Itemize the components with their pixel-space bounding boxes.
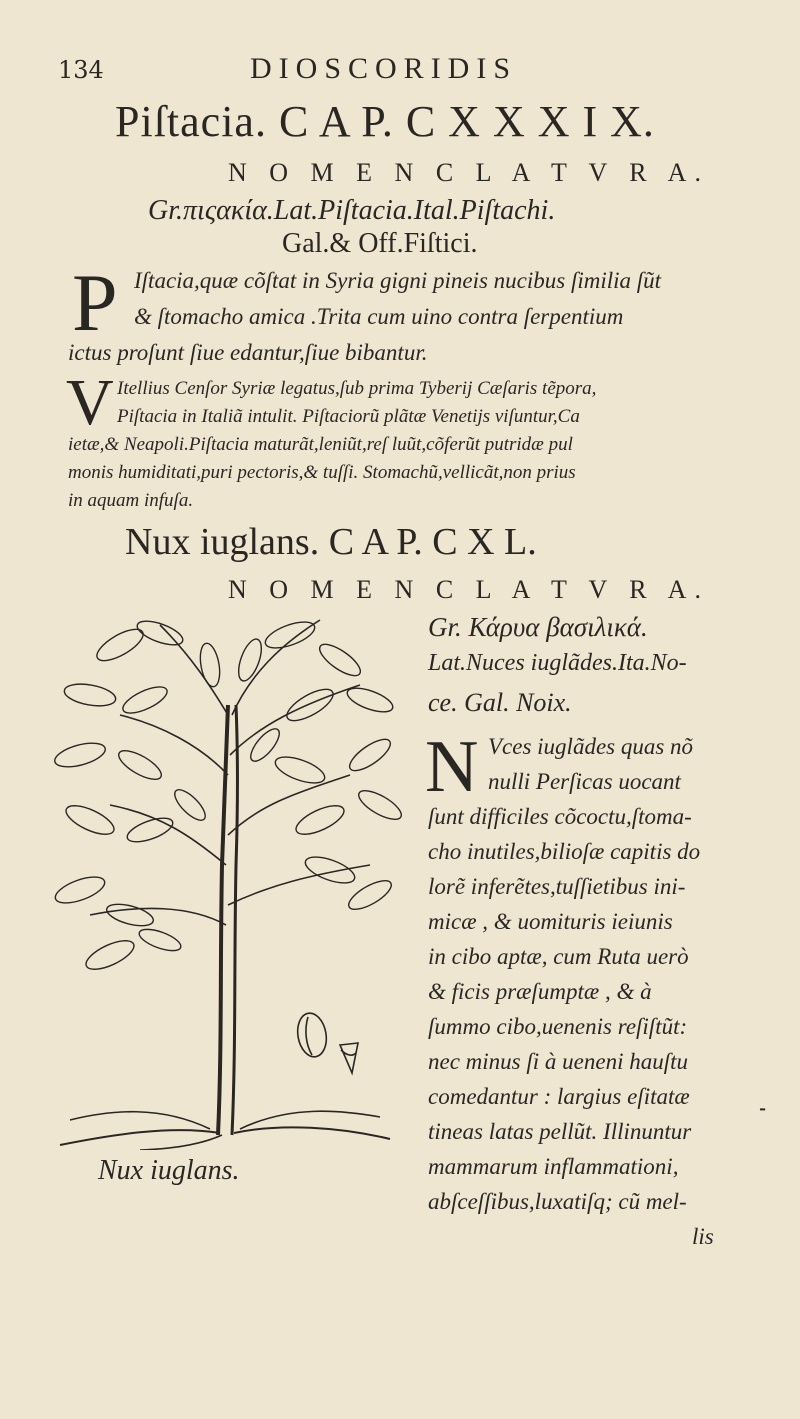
text-line: lorẽ inferẽtes,tuſſietibus ini- — [428, 874, 686, 899]
synonyms-line: Gr. Κάρυα βασιλικά. — [428, 612, 648, 642]
text-line: & ſtomacho amica .Trita cum uino contra ſerpentium — [134, 304, 624, 329]
text-line: in cibo aptæ, cum Ruta uerò — [428, 944, 689, 969]
text-line: cho inutiles,bilioſæ capitis do — [428, 839, 701, 864]
drop-cap: N — [425, 726, 479, 808]
text-line: ietæ,& Neapoli.Piſtacia maturãt,leniũt,reſ luũt,cõferũt putridæ pul — [68, 434, 573, 455]
text-line: Iſtacia,quæ cõſtat in Syria gigni pineis nucibus ſimilia ſũt — [134, 268, 662, 293]
text-line: nulli Perſicas uocant — [488, 769, 681, 794]
text-line: ictus proſunt ſiue edantur,ſiue bibantur. — [68, 340, 428, 365]
figure-caption: Nux iuglans. — [98, 1155, 240, 1186]
text-line: lis — [692, 1224, 714, 1249]
page-number: 134 — [58, 56, 104, 84]
synonyms-line: ce. Gal. Noix. — [428, 688, 572, 717]
drop-cap: V — [66, 366, 114, 439]
text-line: monis humiditati,puri pectoris,& tuſſi. Stomachũ,vellicãt,non prius — [68, 462, 576, 483]
text-line: in aquam infuſa. — [68, 490, 194, 511]
text-line: ſummo cibo,uenenis reſiſtũt: — [428, 1014, 688, 1039]
text-line: mammarum inflammationi, — [428, 1154, 679, 1179]
text-line: Vces iuglãdes quas nõ — [488, 734, 694, 759]
nomenclatura-heading: N O M E N C L A T V R A. — [228, 575, 709, 604]
text-line: Piſtacia in Italiã intulit. Piſtaciorũ plãtæ Venetijs viſuntur,Ca — [117, 406, 580, 427]
chapter-heading-pistacia: Piſtacia. C A P. C X X X I X. — [115, 97, 655, 146]
marginal-mark: ⁃ — [758, 1100, 767, 1121]
synonyms-line: Gr.πιςακία.Lat.Piſtacia.Ital.Piſtachi. — [148, 195, 556, 226]
running-head: DIOSCORIDIS — [250, 52, 518, 85]
walnut-tree-woodcut — [50, 605, 410, 1150]
nomenclatura-heading: N O M E N C L A T V R A. — [228, 158, 709, 187]
chapter-heading-nux-iuglans: Nux iuglans. C A P. C X L. — [125, 521, 537, 563]
synonyms-line: Lat.Nuces iuglãdes.Ita.No- — [428, 650, 687, 676]
text-line: comedantur : largius eſitatæ — [428, 1084, 690, 1109]
text-line: tineas latas pellũt. Illinuntur — [428, 1119, 692, 1144]
drop-cap: P — [72, 257, 118, 348]
text-line: & ficis præſumptæ , & à — [428, 979, 652, 1004]
synonyms-line: Gal.& Off.Fiſtici. — [282, 228, 478, 259]
text-line: nec minus ſi à ueneni hauſtu — [428, 1049, 688, 1074]
text-line: Itellius Cenſor Syriæ legatus,ſub prima Tyberij Cæſaris tẽpora, — [117, 378, 597, 399]
text-line: ſunt difficiles cõcoctu,ſtoma- — [428, 804, 692, 829]
text-line: abſceſſibus,luxatiſq; cũ mel- — [428, 1189, 687, 1214]
text-line: micæ , & uomituris ieiunis — [428, 909, 673, 934]
